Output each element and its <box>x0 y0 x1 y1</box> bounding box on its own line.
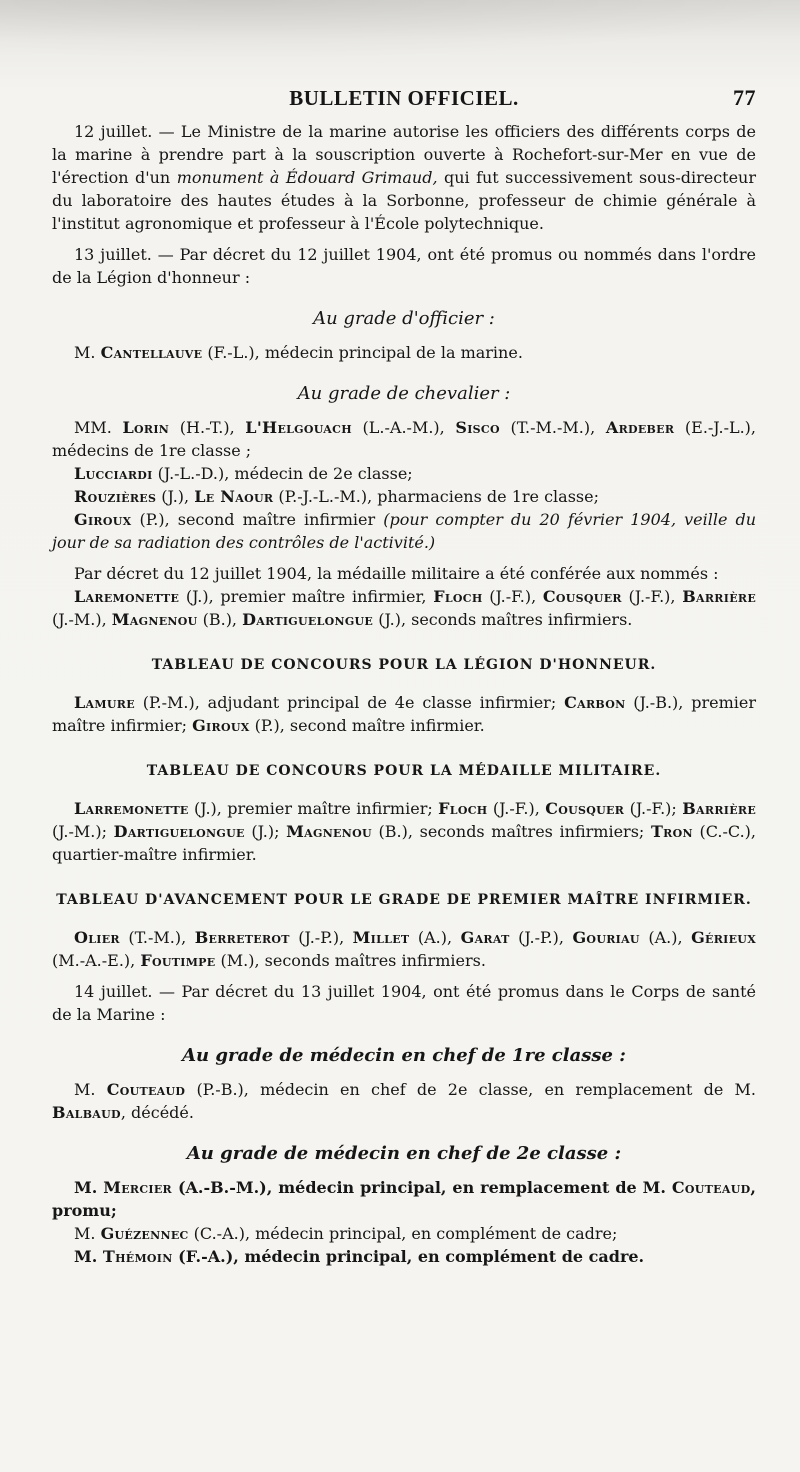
entry-text: (J.), <box>156 487 195 506</box>
entry-prefix: M. <box>74 1224 101 1243</box>
paragraph-14-juillet <box>52 980 756 1026</box>
entry-text: (P.), second maître infirmier <box>131 510 384 529</box>
entry-text: (J.-F.), <box>487 799 546 818</box>
entry-chevalier-4 <box>52 508 756 554</box>
person-name: Couteaud <box>671 1178 751 1197</box>
person-name: Olier <box>74 928 120 947</box>
person-name: Berreterot <box>194 928 290 947</box>
entry-text: (M.), seconds maîtres infirmiers. <box>215 951 486 970</box>
entry-text: (F.-L.), médecin principal de la marine. <box>202 343 523 362</box>
entry-text: (T.-M.), <box>119 928 195 947</box>
entry-text: (J.-B.), premier maître infirmier; <box>52 693 756 735</box>
date-label: 13 juillet. <box>74 245 152 264</box>
person-name: Barrière <box>682 799 757 818</box>
entry-tableau-avancement <box>52 926 756 972</box>
entry-text: (P.-B.), médecin en chef de 2e classe, en remplacement de M. <box>185 1080 757 1099</box>
header-title: BULLETIN OFFICIEL. <box>289 86 519 110</box>
person-name: Sisco <box>455 418 500 437</box>
entry-tableau-medaille <box>52 797 756 866</box>
section-title-avancement: TABLEAU D'AVANCEMENT POUR LE GRADE DE PREMIER MAÎTRE INFIRMIER. <box>56 892 752 908</box>
person-name: Le Naour <box>194 487 274 506</box>
entry-chef-2b <box>52 1222 756 1245</box>
entry-prefix: MM. <box>74 418 123 437</box>
grade-heading-medecin-chef-2: Au grade de médecin en chef de 2e classe : <box>186 1143 622 1164</box>
entry-text: (A.), <box>639 928 692 947</box>
paragraph-12-juillet <box>52 120 756 235</box>
entry-text: (B.), seconds maîtres infirmiers; <box>371 822 651 841</box>
entry-medaille <box>52 585 756 631</box>
entry-text: (A.), <box>409 928 461 947</box>
running-header <box>52 80 756 116</box>
entry-prefix: M. <box>74 343 101 362</box>
entry-text: (B.), <box>197 610 243 629</box>
person-name: Dartiguelongue <box>242 610 374 629</box>
person-name: Magnenou <box>111 610 198 629</box>
entry-chevalier-3 <box>52 485 756 508</box>
entry-text: (J.-F.), <box>482 587 543 606</box>
date-label: 12 juillet. <box>74 122 153 141</box>
entry-prefix: M. <box>74 1080 107 1099</box>
person-name: Larremonette <box>74 799 189 818</box>
person-name: Giroux <box>74 510 132 529</box>
entry-text: (C.-C.), quartier-maître infirmier. <box>52 822 757 864</box>
person-name: Lorin <box>122 418 170 437</box>
entry-text: (J.-P.), <box>289 928 353 947</box>
entry-tableau-legion <box>52 691 756 737</box>
person-name: Balbaud <box>52 1103 121 1122</box>
entry-text: (P.), second maître infirmier. <box>249 716 485 735</box>
person-name: Magnenou <box>286 822 372 841</box>
entry-chef-2a <box>52 1176 756 1222</box>
grade-heading-medecin-chef-1: Au grade de médecin en chef de 1re classe : <box>182 1045 626 1066</box>
person-name: Tron <box>650 822 693 841</box>
paragraph-text: — Par décret du 13 juillet 1904, ont été promus dans le Corps de santé de la Marine : <box>52 982 757 1024</box>
person-name: L'Helgouach <box>245 418 352 437</box>
entry-chevalier-1 <box>52 416 756 462</box>
person-name: Dartiguelongue <box>113 822 245 841</box>
person-name: Mercier <box>103 1178 172 1197</box>
entry-text: (H.-T.), <box>169 418 246 437</box>
person-name: Foutimpe <box>140 951 216 970</box>
paragraph-medaille-decret: Par décret du 12 juillet 1904, la médaille militaire a été conférée aux nommés : <box>74 564 719 583</box>
person-name: Garat <box>460 928 510 947</box>
entry-text: (M.-A.-E.), <box>52 951 141 970</box>
entry-text: (J.-F.), <box>621 587 683 606</box>
person-name: Ardeber <box>605 418 675 437</box>
paragraph-text: — Le Ministre de la marine autorise les officiers des différents corps de la marine à prendre part à la souscription ouverte à Rochefort-sur-Mer en vue de l'érection d'un <box>52 122 757 187</box>
entry-prefix: M. <box>74 1178 104 1197</box>
person-name: Laremonette <box>74 587 180 606</box>
entry-text: (J.), seconds maîtres infirmiers. <box>373 610 633 629</box>
entry-chevalier-2 <box>52 462 756 485</box>
paragraph-13-juillet <box>52 243 756 289</box>
paragraph-text: — Par décret du 12 juillet 1904, ont été promus ou nommés dans l'ordre de la Légion d'honneur : <box>52 245 757 287</box>
entry-text: (C.-A.), médecin principal, en complément de cadre; <box>188 1224 618 1243</box>
entry-text: (F.-A.), médecin principal, en complément de cadre. <box>172 1247 645 1266</box>
entry-text: (J.-P.), <box>509 928 573 947</box>
entry-chef-1 <box>52 1078 756 1124</box>
person-name: Gouriau <box>572 928 640 947</box>
entry-text: (J.), premier maître infirmier, <box>179 587 434 606</box>
person-name: Giroux <box>192 716 250 735</box>
grade-heading-officier: Au grade d'officier : <box>313 308 495 329</box>
person-name: Rouzières <box>74 487 157 506</box>
grade-heading-chevalier: Au grade de chevalier : <box>297 383 511 404</box>
person-name: Carbon <box>564 693 626 712</box>
entry-text: , promu; <box>52 1178 756 1220</box>
entry-text: (P.-M.), adjudant principal de 4e classe infirmier; <box>134 693 565 712</box>
section-title-medaille: TABLEAU DE CONCOURS POUR LA MÉDAILLE MILITAIRE. <box>146 763 662 779</box>
entry-text: (A.-B.-M.), médecin principal, en remplacement de M. <box>172 1178 672 1197</box>
entry-text: (J.-M.); <box>52 822 114 841</box>
entry-text: (J.), premier maître infirmier; <box>188 799 439 818</box>
entry-text: , décédé. <box>120 1103 194 1122</box>
entry-text: (E.-J.-L.), médecins de 1re classe ; <box>52 418 757 460</box>
entry-text: (J.-M.), <box>52 610 112 629</box>
paper-stain <box>0 0 800 60</box>
page-number: 77 <box>733 85 756 110</box>
person-name: Gérieux <box>691 928 757 947</box>
entry-text: (P.-J.-L.-M.), pharmaciens de 1re classe; <box>273 487 599 506</box>
entry-prefix: M. <box>74 1247 103 1266</box>
person-name: Lamure <box>74 693 135 712</box>
entry-text: (J.-L.-D.), médecin de 2e classe; <box>152 464 413 483</box>
entry-note: (pour compter du 20 février 1904, veille du jour de sa radiation des contrôles de l'activité.) <box>52 510 757 552</box>
person-name: Cantellauve <box>100 343 203 362</box>
person-name: Couteaud <box>106 1080 186 1099</box>
paragraph-text: qui fut successivement sous-directeur du laboratoire des hautes études à la Sorbonne, professeur de chimie générale à l'institut agronomique et professeur à l'École polytechnique. <box>52 168 757 233</box>
person-name: Cousquer <box>545 799 625 818</box>
person-name: Guézennec <box>100 1224 189 1243</box>
person-name: Thémoin <box>102 1247 173 1266</box>
entry-text: (J.); <box>244 822 287 841</box>
entry-officier <box>52 341 756 364</box>
monument-title: monument à Édouard Grimaud, <box>176 168 438 187</box>
person-name: Floch <box>433 587 483 606</box>
person-name: Cousquer <box>542 587 622 606</box>
person-name: Barrière <box>682 587 756 606</box>
person-name: Lucciardi <box>74 464 153 483</box>
entry-text: (L.-A.-M.), <box>351 418 456 437</box>
entry-chef-2c <box>52 1245 756 1268</box>
person-name: Floch <box>438 799 488 818</box>
date-label: 14 juillet. <box>74 982 153 1001</box>
entry-text: (T.-M.-M.), <box>499 418 606 437</box>
entry-text: (J.-F.); <box>624 799 683 818</box>
section-title-legion: TABLEAU DE CONCOURS POUR LA LÉGION D'HONNEUR. <box>151 657 657 673</box>
person-name: Millet <box>352 928 410 947</box>
